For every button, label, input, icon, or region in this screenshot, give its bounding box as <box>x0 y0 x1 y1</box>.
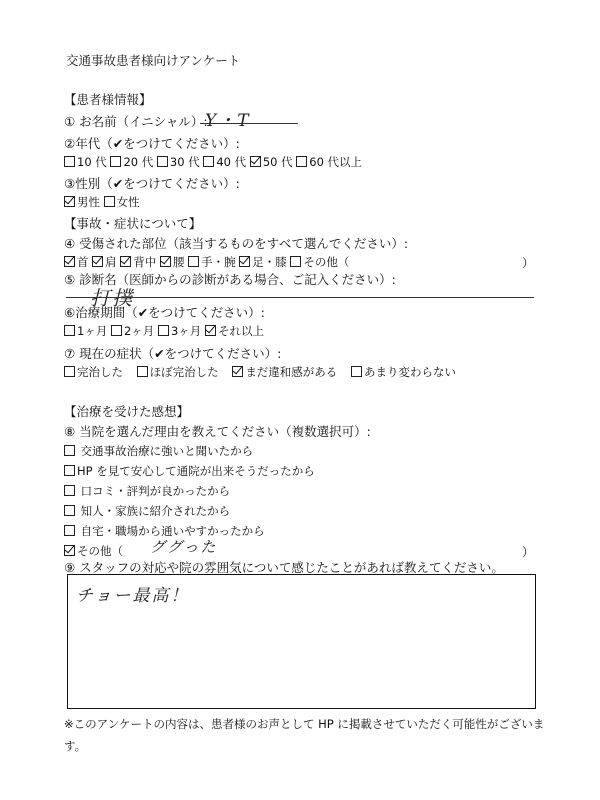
checkbox[interactable] <box>111 325 122 336</box>
q2-option-60plus[interactable]: 60 代以上 <box>296 155 362 169</box>
checkbox[interactable] <box>137 366 148 377</box>
q2-option-30[interactable]: 30 代 <box>157 155 200 169</box>
q6-option-3month[interactable]: 3ヶ月 <box>158 324 201 338</box>
q2-option-50[interactable]: 50 代 <box>250 155 293 169</box>
impression-section-heading: 【治療を受けた感想】 <box>64 404 190 419</box>
checkbox[interactable] <box>64 525 75 536</box>
q4-options <box>64 254 349 270</box>
q5-answer[interactable]: 打撲 <box>90 286 134 310</box>
q3-options <box>64 194 140 210</box>
checkbox-checked[interactable] <box>64 256 75 267</box>
q8-option-referral[interactable]: 知人・家族に紹介されたから <box>64 503 230 519</box>
q4-close-paren: ） <box>522 256 535 270</box>
q1-label: ① お名前（イニシャル）: <box>64 114 208 129</box>
checkbox-checked[interactable] <box>250 156 261 167</box>
q2-label: ②年代（✔をつけてください）: <box>64 136 240 151</box>
checkbox-checked[interactable] <box>160 256 171 267</box>
checkbox[interactable] <box>351 366 362 377</box>
checkbox[interactable] <box>64 156 75 167</box>
checkbox-checked[interactable] <box>205 325 216 336</box>
q7-option-no-change[interactable]: あまり変わらない <box>351 365 456 379</box>
checkbox-checked[interactable] <box>232 366 243 377</box>
q1-answer[interactable]: Y・T <box>205 111 251 131</box>
checkbox-checked[interactable] <box>64 196 75 207</box>
q7-option-still-discomfort[interactable]: まだ違和感がある <box>232 365 337 379</box>
q3-option-female[interactable]: 女性 <box>104 195 140 209</box>
q4-option-lowerback[interactable]: 腰 <box>160 255 185 269</box>
q4-option-shoulder[interactable]: 肩 <box>92 255 117 269</box>
patient-section-heading: 【患者様情報】 <box>64 92 152 107</box>
checkbox[interactable] <box>296 156 307 167</box>
q7-options <box>64 364 456 380</box>
checkbox[interactable] <box>158 325 169 336</box>
q7-label: ⑦ 現在の症状（✔をつけてください）: <box>64 346 282 361</box>
q8-option-reviews[interactable]: 口コミ・評判が良かったから <box>64 483 230 499</box>
q9-label: ⑨ スタッフの対応や院の雰囲気について感じたことがあれば教えてください。 <box>64 560 504 575</box>
q4-label: ④ 受傷された部位（該当するものをすべて選んでください）: <box>64 236 409 251</box>
q8-option-other[interactable]: その他（ <box>64 543 123 559</box>
checkbox[interactable] <box>104 196 115 207</box>
q4-option-other[interactable]: その他（ <box>290 255 349 269</box>
q8-option-hp[interactable]: HP を見て安心して通院が出来そうだったから <box>64 463 315 479</box>
survey-title: 交通事故患者様向けアンケート <box>66 53 241 68</box>
checkbox[interactable] <box>64 325 75 336</box>
q8-option-convenient[interactable]: 自宅・職場から通いやすかったから <box>64 523 265 539</box>
checkbox-checked[interactable] <box>92 256 103 267</box>
checkbox-checked[interactable] <box>239 256 250 267</box>
checkbox[interactable] <box>64 366 75 377</box>
q9-answer: チョー最高！ <box>76 586 190 606</box>
checkbox[interactable] <box>64 485 75 496</box>
q8-label: ⑧ 当院を選んだ理由を教えてください（複数選択可）: <box>64 424 371 439</box>
checkbox[interactable] <box>203 156 214 167</box>
q7-option-cured[interactable]: 完治した <box>64 365 123 379</box>
checkbox[interactable] <box>64 465 75 476</box>
accident-section-heading: 【事故・症状について】 <box>64 216 202 231</box>
checkbox[interactable] <box>290 256 301 267</box>
q2-options <box>64 154 362 170</box>
q6-label: ⑥治療期間（✔をつけてください）: <box>64 305 265 320</box>
checkbox-checked[interactable] <box>64 545 75 556</box>
q5-label: ⑤ 診断名（医師からの診断がある場合、ご記入ください）: <box>64 272 396 287</box>
checkbox[interactable] <box>64 505 75 516</box>
q5-underline <box>66 297 534 298</box>
q2-option-40[interactable]: 40 代 <box>203 155 246 169</box>
q2-option-10[interactable]: 10 代 <box>64 155 107 169</box>
q8-other-answer[interactable]: ググった <box>150 538 218 556</box>
q4-option-leg-knee[interactable]: 足・膝 <box>239 255 287 269</box>
q6-options <box>64 323 264 339</box>
checkbox[interactable] <box>188 256 199 267</box>
q6-option-2month[interactable]: 2ヶ月 <box>111 324 154 338</box>
q4-option-hand-arm[interactable]: 手・腕 <box>188 255 236 269</box>
footer-note: ※このアンケートの内容は、患者様のお声として HP に掲載させていただく可能性がございます。 <box>64 717 545 753</box>
q1-underline <box>200 123 298 124</box>
q8-close-paren: ） <box>522 545 535 559</box>
checkbox[interactable] <box>64 445 75 456</box>
checkbox[interactable] <box>110 156 121 167</box>
q2-option-20[interactable]: 20 代 <box>110 155 153 169</box>
q9-comment-box[interactable] <box>67 574 536 709</box>
q6-option-1month[interactable]: 1ヶ月 <box>64 324 107 338</box>
checkbox-checked[interactable] <box>120 256 131 267</box>
checkbox[interactable] <box>157 156 168 167</box>
q7-option-mostly-cured[interactable]: ほぼ完治した <box>137 365 219 379</box>
q3-option-male[interactable]: 男性 <box>64 195 100 209</box>
q8-option-strong-accident[interactable]: 交通事故治療に強いと聞いたから <box>64 443 253 459</box>
q6-option-longer[interactable]: それ以上 <box>205 324 264 338</box>
q4-option-back[interactable]: 背中 <box>120 255 156 269</box>
q3-label: ③性別（✔をつけてください）: <box>64 176 240 191</box>
q4-option-neck[interactable]: 首 <box>64 255 89 269</box>
